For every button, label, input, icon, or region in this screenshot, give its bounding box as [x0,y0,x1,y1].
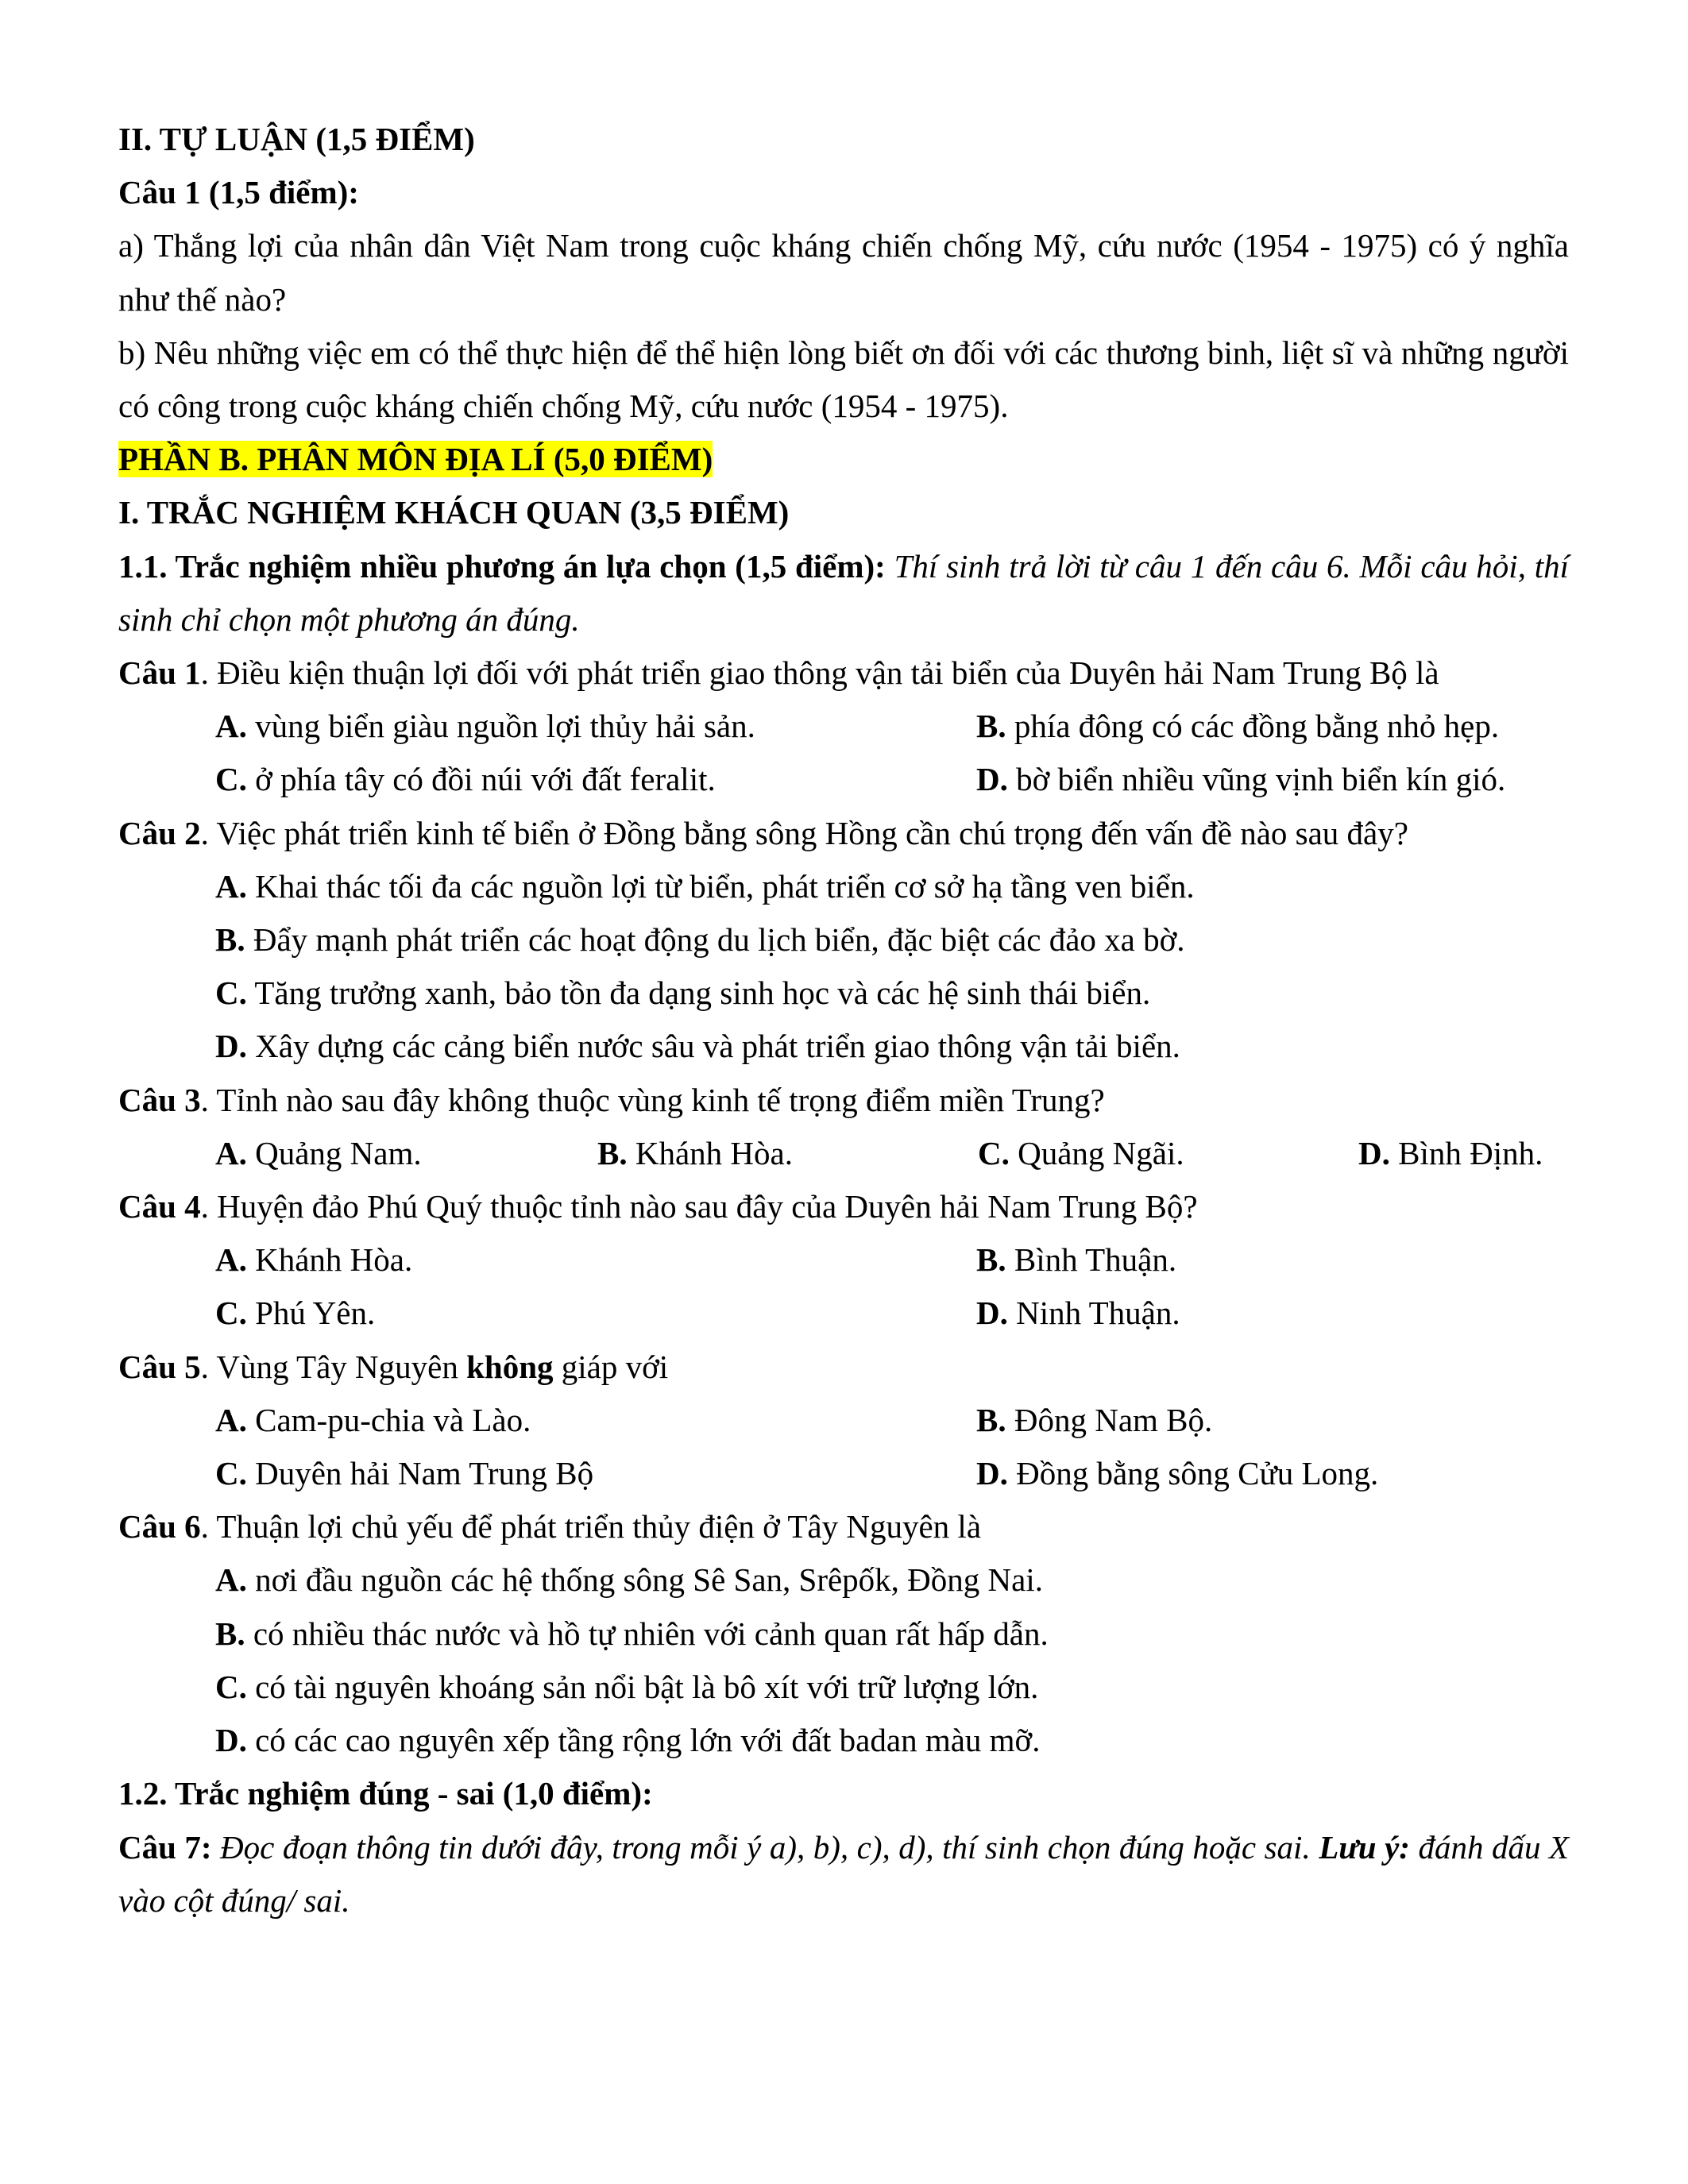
question-text: giáp với [553,1348,669,1385]
question-label: Câu 4 [118,1188,201,1225]
option-key: A. [215,1241,247,1279]
option-text: Khánh Hòa. [627,1134,793,1171]
sub-1-1-note: Thí sinh trả lời từ câu 1 đến câu 6. Mỗi câu hỏi, thí sinh chỉ chọn một phương án đúng. [118,547,1569,638]
option-b [976,700,1499,753]
options-row [118,1394,1569,1447]
option-text: Đẩy mạnh phát triển các hoạt động du lịch biển, đặc biệt các đảo xa bờ. [245,921,1185,959]
option-key: C. [215,1668,247,1705]
option-text: có tài nguyên khoáng sản nổi bật là bô xít với trữ lượng lớn. [246,1668,1039,1705]
option-text: vùng biển giàu nguồn lợi thủy hải sản. [246,708,755,745]
section-1-heading: I. TRẮC NGHIỆM KHÁCH QUAN (3,5 ĐIỂM) [118,494,790,531]
question-2 [118,807,1569,860]
option-key: B. [976,1241,1006,1279]
option-text: Đông Nam Bộ. [1006,1401,1213,1438]
note-label: Lưu ý: [1319,1828,1410,1866]
option-text: Ninh Thuận. [1007,1295,1180,1332]
option-d [976,753,1505,806]
q1-part-b: b) Nêu những việc em có thể thực hiện để thể hiện lòng biết ơn đối với các thương binh, liệt sĩ và những người có công trong cuộc kháng chiến chống Mỹ, cứu nước (1954 - 1975). [118,334,1569,425]
options-row [118,1447,1569,1500]
option-text: phía đông có các đồng bằng nhỏ hẹp. [1006,708,1500,745]
option-text: Khai thác tối đa các nguồn lợi từ biển, phát triển cơ sở hạ tầng ven biển. [246,867,1195,905]
question-text: Đọc đoạn thông tin dưới đây, trong mỗi ý a), b), c), d), thí sinh chọn đúng hoặc sai. [211,1828,1319,1866]
option-key: A. [215,1134,247,1171]
option-a [215,1394,976,1447]
question-text: . Việc phát triển kinh tế biển ở Đồng bằng sông Hồng cần chú trọng đến vấn đề nào sau đây? [200,814,1408,851]
question-label: Câu 2 [118,814,201,851]
option-c [118,1661,1569,1714]
option-d [976,1287,1180,1340]
option-key: A. [215,867,247,905]
option-b [118,1607,1569,1661]
option-key: D. [976,1455,1008,1492]
q1-part-a: a) Thắng lợi của nhân dân Việt Nam trong cuộc kháng chiến chống Mỹ, cứu nước (1954 - 1975) có ý nghĩa như thế nào? [118,227,1569,318]
exam-page [118,113,1569,1927]
option-key: A. [215,1561,247,1599]
option-key: B. [976,708,1006,745]
essay-heading: II. TỰ LUẬN (1,5 ĐIỂM) [118,121,475,157]
sub-1-1-title: 1.1. Trắc nghiệm nhiều phương án lựa chọn (1,5 điểm): [118,547,886,585]
option-key: C. [215,761,247,798]
question-label: Câu 1 [118,654,201,692]
option-key: B. [215,1615,245,1652]
question-5 [118,1341,1569,1394]
option-key: A. [215,1401,247,1438]
option-text: ở phía tây có đồi núi với đất feralit. [246,761,716,798]
option-key: D. [1358,1134,1390,1171]
option-text: Quảng Nam. [246,1134,422,1171]
option-c [215,753,976,806]
question-1 [118,646,1569,700]
option-text: Bình Định. [1389,1134,1543,1171]
option-text: Duyên hải Nam Trung Bộ [246,1455,594,1492]
option-text: Cam-pu-chia và Lào. [246,1401,531,1438]
option-text: Khánh Hòa. [246,1241,413,1279]
option-text: có các cao nguyên xếp tầng rộng lớn với đất badan màu mỡ. [246,1722,1041,1759]
option-a [118,1553,1569,1607]
option-text: Phú Yên. [246,1295,376,1332]
options-row [118,1127,1569,1180]
question-3 [118,1074,1569,1127]
option-text: Xây dựng các cảng biển nước sâu và phát triển giao thông vận tải biển. [246,1028,1180,1065]
question-label: Câu 5 [118,1348,201,1385]
sub-1-1-instructions [118,540,1569,646]
option-a [215,700,976,753]
option-key: A. [215,708,247,745]
options-row [118,753,1569,806]
option-text: Đồng bằng sông Cửu Long. [1007,1455,1379,1492]
options-row [118,1233,1569,1287]
question-7 [118,1821,1569,1927]
question-label: Câu 7: [118,1828,212,1866]
option-c [118,967,1569,1020]
options-row [118,700,1569,753]
question-6 [118,1500,1569,1553]
option-a [215,1233,976,1287]
option-c [215,1287,976,1340]
option-d [118,1020,1569,1073]
option-key: B. [215,921,245,959]
question-text: . Điều kiện thuận lợi đối với phát triển giao thông vận tải biển của Duyên hải Nam Trung Bộ là [200,654,1439,692]
option-text: Bình Thuận. [1006,1241,1177,1279]
option-b [976,1394,1212,1447]
option-d [118,1714,1569,1767]
sub-1-2-title: 1.2. Trắc nghiệm đúng - sai (1,0 điểm): [118,1775,653,1812]
question-text: . Tỉnh nào sau đây không thuộc vùng kinh tế trọng điểm miền Trung? [200,1081,1105,1118]
option-text: có nhiều thác nước và hồ tự nhiên với cảnh quan rất hấp dẫn. [245,1615,1049,1652]
option-key: D. [976,761,1008,798]
q1-title: Câu 1 (1,5 điểm): [118,174,359,211]
option-d [1358,1127,1543,1180]
option-key: C. [215,1295,247,1332]
question-emphasis: không [466,1348,554,1385]
option-d [976,1447,1378,1500]
option-a [215,1127,597,1180]
option-key: C. [215,1455,247,1492]
question-label: Câu 3 [118,1081,201,1118]
option-key: D. [215,1722,247,1759]
option-text: nơi đầu nguồn các hệ thống sông Sê San, Srêpốk, Đồng Nai. [246,1561,1043,1599]
question-text: . Huyện đảo Phú Quý thuộc tỉnh nào sau đây của Duyên hải Nam Trung Bộ? [200,1188,1198,1225]
option-key: B. [597,1134,628,1171]
question-label: Câu 6 [118,1508,201,1545]
option-key: B. [976,1401,1006,1438]
option-b [118,913,1569,967]
option-a [118,860,1569,913]
question-text: . Thuận lợi chủ yếu để phát triển thủy điện ở Tây Nguyên là [200,1508,982,1545]
option-key: D. [215,1028,247,1065]
option-c [215,1447,976,1500]
question-text: . Vùng Tây Nguyên [200,1348,467,1385]
note-text: đánh dấu X vào cột đúng/ sai. [118,1828,1569,1919]
option-c [978,1127,1358,1180]
question-4 [118,1180,1569,1233]
option-key: C. [978,1134,1010,1171]
option-key: D. [976,1295,1008,1332]
option-text: Tăng trưởng xanh, bảo tồn đa dạng sinh học và các hệ sinh thái biển. [246,974,1151,1012]
option-text: bờ biển nhiều vũng vịnh biển kín gió. [1007,761,1506,798]
options-row [118,1287,1569,1340]
option-b [597,1127,978,1180]
option-b [976,1233,1176,1287]
option-key: C. [215,974,247,1012]
part-b-heading: PHẦN B. PHÂN MÔN ĐỊA LÍ (5,0 ĐIỂM) [118,441,713,478]
option-text: Quảng Ngãi. [1009,1134,1184,1171]
